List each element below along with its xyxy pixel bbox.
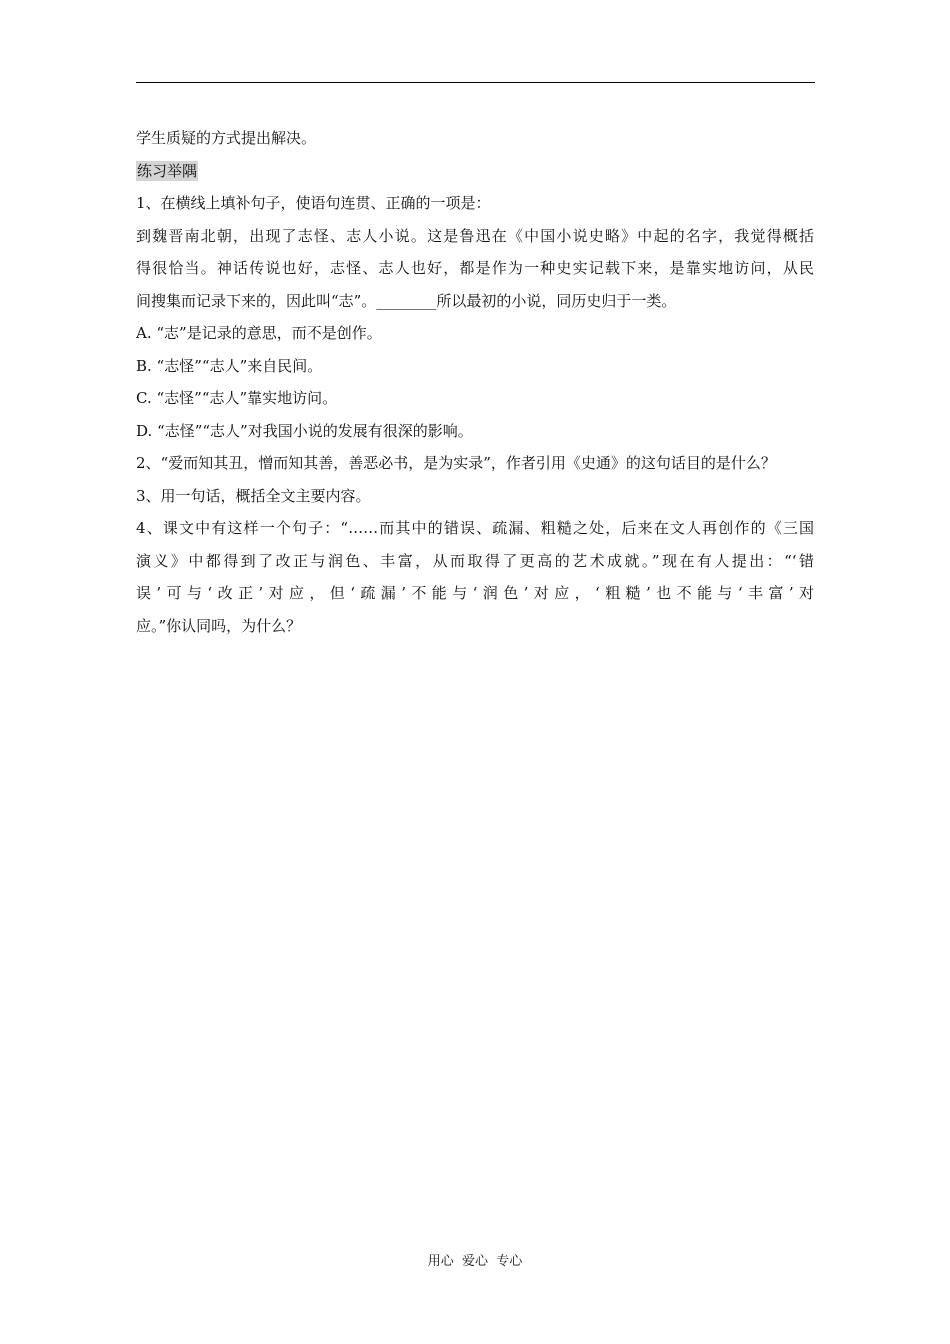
section-heading-row <box>136 155 826 188</box>
question-3: 3、用一句话，概括全文主要内容。 <box>136 486 371 505</box>
question-4-line: 误’可与‘改正’对应，但‘疏漏’不能与‘润色’对应，‘粗糙’也不能与‘丰富’对 <box>136 584 814 602</box>
document-body <box>136 122 826 642</box>
question-4-line: 演义》中都得到了改正与润色、丰富，从而取得了更高的艺术成就。”现在有人提出：“‘错 <box>136 551 814 570</box>
section-heading: 练习举隅 <box>137 161 198 180</box>
option-a: A. “志”是记录的意思，而不是创作。 <box>136 324 382 342</box>
question-1-passage-line: 间搜集而记录下来的，因此叫“志”。________所以最初的小说，同历史归于一类。 <box>136 291 677 310</box>
question-4-line: 4、课文中有这样一个句子：“……而其中的错误、疏漏、粗糙之处，后来在文人再创作的《三国 <box>136 519 814 537</box>
option-c: C. “志怪”“志人”靠实地访问。 <box>136 389 338 407</box>
intro-line: 学生质疑的方式提出解决。 <box>136 129 317 147</box>
option-d: D. “志怪”“志人”对我国小说的发展有很深的影响。 <box>136 421 473 440</box>
question-1-stem: 1、在横线上填补句子，使语句连贯、正确的一项是： <box>136 194 491 212</box>
question-1-passage-line: 到魏晋南北朝，出现了志怪、志人小说。这是鲁迅在《中国小说史略》中起的名字，我觉得概括 <box>136 226 814 245</box>
question-4-line: 应。”你认同吗，为什么？ <box>136 616 302 635</box>
option-b: B. “志怪”“志人”来自民间。 <box>136 356 323 375</box>
question-1-passage-line: 得很恰当。神话传说也好，志怪、志人也好，都是作为一种史实记载下来，是靠实地访问，从民 <box>136 259 814 277</box>
page-footer: 用心 爱心 专心 <box>427 1254 523 1269</box>
question-2: 2、“爱而知其丑，憎而知其善，善恶必书，是为实录”，作者引用《史通》的这句话目的是什么？ <box>136 454 776 472</box>
header-rule <box>136 82 815 83</box>
